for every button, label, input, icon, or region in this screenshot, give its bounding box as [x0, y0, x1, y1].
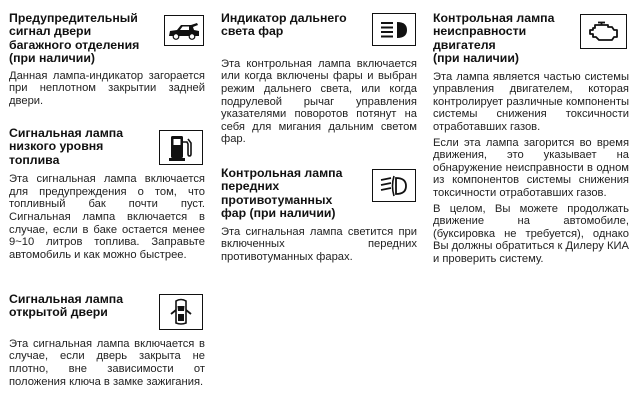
section-check-engine: [433, 12, 629, 269]
section-body: Эта сигнальная лампа включается в случае, если дверь закрыта не плотно, вне зависимости от положения ключа в замке зажигания.: [9, 337, 205, 388]
title-line: топлива: [9, 152, 60, 167]
title-line: Предупредительный: [9, 11, 138, 25]
title-line: Индикатор дальнего: [221, 11, 347, 25]
section-body: Эта сигнальная лампа светится при включенных передних противотуманных фарах.: [221, 225, 417, 263]
section-header: [9, 127, 205, 167]
section-header: [9, 12, 205, 66]
section-header: [9, 293, 205, 320]
title-line: открытой двери: [9, 305, 108, 320]
title-line: двигателя: [433, 37, 496, 52]
section-header: [221, 167, 417, 221]
paragraph: В целом, Вы можете продолжать движение на автомобиле, (буксировка не требуется), однако Вы должны обратиться к Дилеру КИА и проверить систему.: [433, 202, 629, 265]
fuel-pump-icon: [159, 130, 203, 165]
section-front-fog: [221, 167, 417, 263]
title-line: багажного отделения: [9, 37, 140, 52]
high-beam-icon: [372, 13, 416, 46]
car-door-open-icon: [159, 294, 203, 330]
section-body: [433, 71, 629, 266]
title-line: света фар: [221, 24, 284, 39]
front-fog-light-icon: [372, 169, 416, 202]
title-line: фар (при наличии): [221, 206, 336, 221]
section-header: [433, 12, 629, 66]
section-body: Эта сигнальная лампа включается для предупреждения о том, что топливный бак почти пуст. Сигнальная лампа включается в случае, если в баке остается менее 9~10 литров топлива. Заправьте автомобиль и как можно быстрее.: [9, 173, 205, 261]
title-line: Контрольная лампа: [221, 166, 343, 180]
title-line: неисправности: [433, 24, 527, 39]
section-body: Данная лампа-индикатор загорается при неплотном закрытии задней двери.: [9, 69, 205, 107]
title-line: сигнал двери: [9, 24, 92, 39]
title-line: низкого уровня: [9, 139, 104, 154]
paragraph: Если эта лампа загорится во время движения, это указывает на обнаружение неисправности в одном из компонентов системы снижения токсичности отработавших газов.: [433, 136, 629, 199]
section-trunk-warning: [9, 12, 205, 107]
title-line: Сигнальная лампа: [9, 126, 124, 140]
section-high-beam: [221, 12, 417, 146]
section-header: [221, 12, 417, 39]
title-line: (при наличии): [9, 51, 96, 66]
section-door-open: [9, 293, 205, 388]
car-trunk-open-icon: [164, 15, 204, 46]
section-low-fuel: [9, 127, 205, 261]
title-line: передних: [221, 179, 280, 194]
paragraph: Эта лампа является частью системы управления двигателем, которая контролирует различные компоненты системы снижения токсичности отработавших газов.: [433, 70, 629, 133]
check-engine-icon: [580, 14, 627, 49]
title-line: Контрольная лампа: [433, 11, 555, 25]
title-line: противотуманных: [221, 192, 333, 207]
section-body: Эта контрольная лампа включается или когда включены фары и выбран режим дальнего света, или когда подрулевой рычаг управления указателями поворотов потянут на себя для мигания дальним светом фар.: [221, 57, 417, 146]
title-line: Сигнальная лампа: [9, 292, 124, 306]
title-line: (при наличии): [433, 51, 520, 66]
